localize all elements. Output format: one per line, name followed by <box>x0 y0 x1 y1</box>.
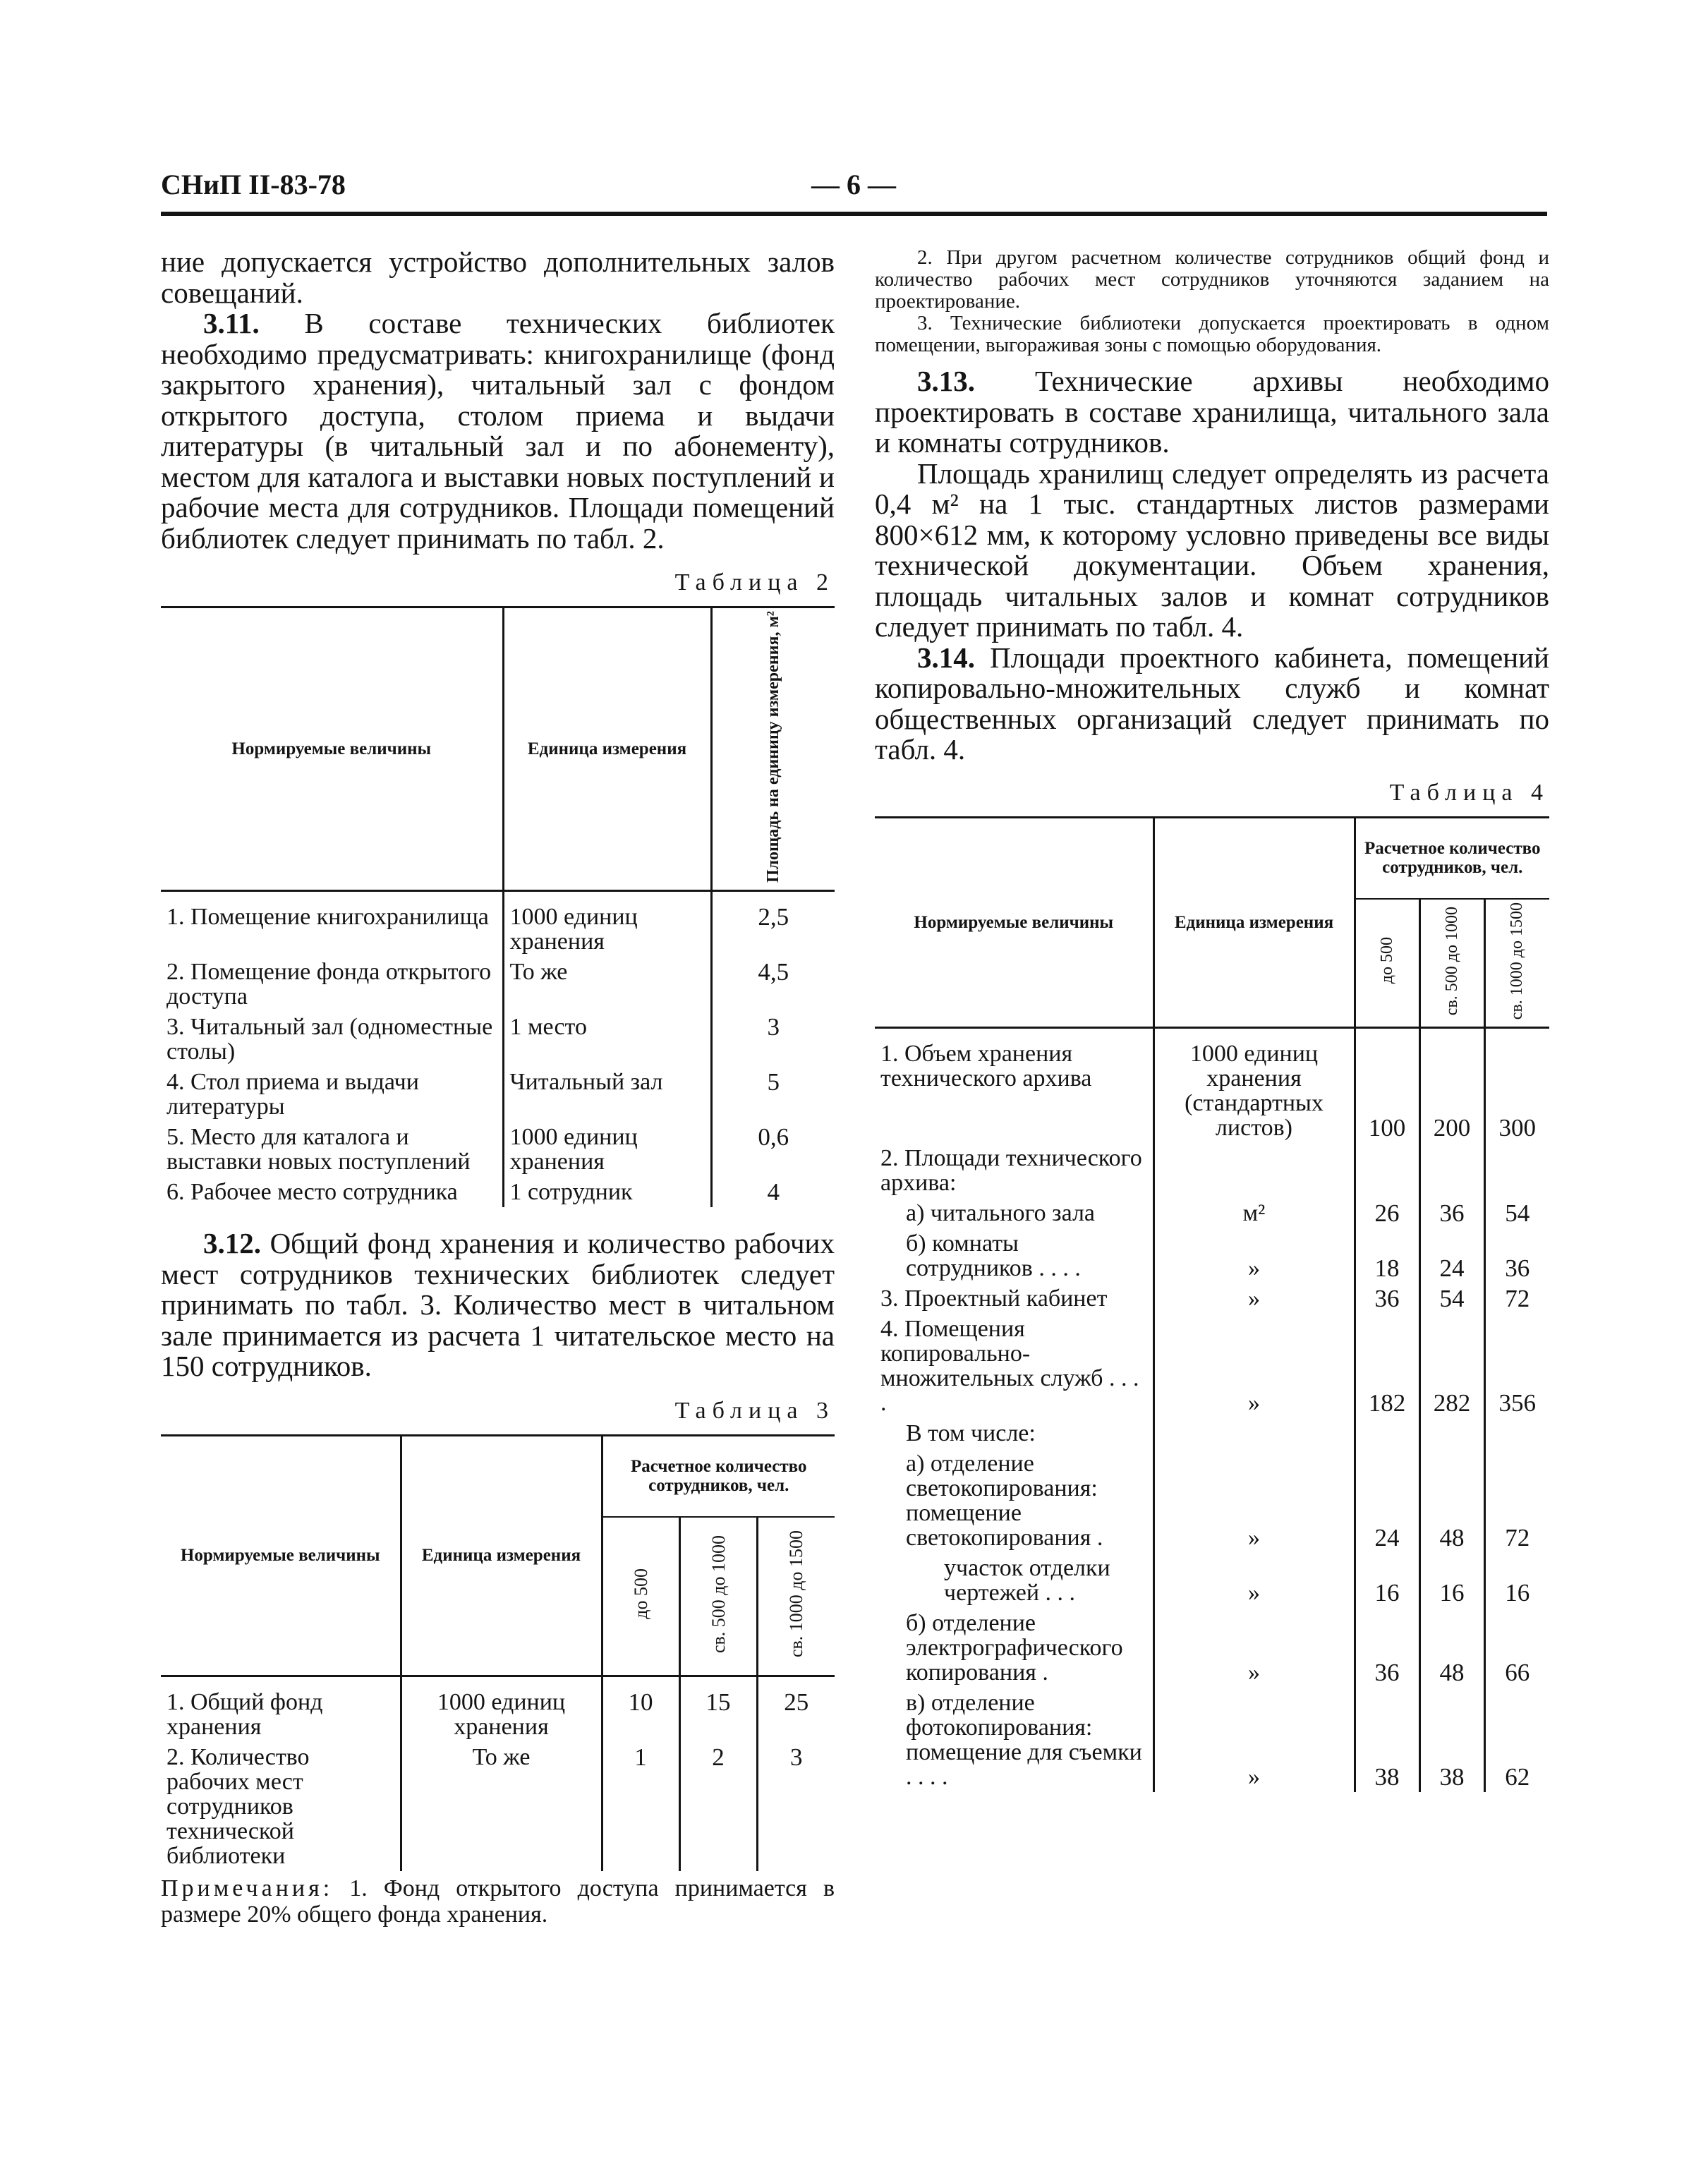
row-value: 3 <box>711 1012 835 1067</box>
row-value-v2: 24 <box>1419 1228 1484 1283</box>
row-name: 3. Проектный кабинет <box>880 1285 1108 1312</box>
row-value-v3: 62 <box>1484 1688 1549 1792</box>
table-row <box>875 1228 1549 1283</box>
row-value: 2,5 <box>711 891 835 957</box>
row-value-v2 <box>1419 1418 1484 1448</box>
table-3-head-name: Нормируемые величины <box>161 1435 401 1676</box>
row-value-v1: 38 <box>1355 1688 1419 1792</box>
table-row <box>161 1012 835 1067</box>
clause-number: 3.11. <box>203 307 260 339</box>
row-unit: » <box>1153 1608 1355 1688</box>
row-unit: » <box>1153 1553 1355 1608</box>
row-value: 4 <box>711 1177 835 1207</box>
table-row <box>161 1676 835 1742</box>
note-3: 3. Технические библиотеки допускается проектировать в одном помещении, выгораживая зоны с помощью оборудования. <box>875 312 1549 356</box>
row-name: в) отделение фотокопирования: помещение для съемки . . . . <box>906 1689 1142 1790</box>
table-3-head-sub1: до 500 <box>602 1517 679 1676</box>
table-3-caption: Таблица 3 <box>674 1397 835 1424</box>
row-name: а) читального зала <box>906 1199 1096 1226</box>
table-row <box>875 1027 1549 1143</box>
table-4-head-unit: Единица измерения <box>1153 817 1355 1027</box>
row-value-v3: 54 <box>1484 1198 1549 1228</box>
header-rule <box>161 212 1547 216</box>
note-2: 2. При другом расчетном количестве сотрудников общий фонд и количество рабочих мест сотрудников уточняются заданием на проектирование. <box>875 246 1549 313</box>
row-value-v1: 24 <box>1355 1448 1419 1553</box>
row-value-v2: 15 <box>679 1676 757 1742</box>
row-value-v2: 2 <box>679 1742 757 1871</box>
row-name: б) комнаты сотрудников . . . . <box>906 1230 1081 1281</box>
row-name: 2. Помещение фонда открытого доступа <box>166 959 492 1010</box>
row-unit: » <box>1153 1688 1355 1792</box>
table-4-caption: Таблица 4 <box>1389 779 1549 806</box>
row-value-v2: 38 <box>1419 1688 1484 1792</box>
row-unit: 1000 единиц хранения <box>503 1122 711 1177</box>
notes-paragraph <box>161 1875 835 1928</box>
row-value-v3 <box>1484 1418 1549 1448</box>
row-unit: » <box>1153 1283 1355 1314</box>
table-2-head-name: Нормируемые величины <box>161 607 503 891</box>
row-name: а) отделение светокопирования: помещение светокопирования . <box>906 1450 1103 1551</box>
table-4-head-sub3: св. 1000 до 1500 <box>1484 899 1549 1028</box>
table-row <box>875 1608 1549 1688</box>
table-3-head-sub2: св. 500 до 1000 <box>679 1517 757 1676</box>
paragraph-3-11 <box>161 308 835 554</box>
table-2-head-unit: Единица измерения <box>503 607 711 891</box>
table-row <box>875 1143 1549 1198</box>
row-value-v1: 1 <box>602 1742 679 1871</box>
table-4-head-sub1: до 500 <box>1355 899 1419 1028</box>
row-value-v3: 300 <box>1484 1027 1549 1143</box>
clause-text: В составе технических библиотек необходимо предусматривать: книгохранилище (фонд закрытого хранения), читальный зал с фондом открытого доступа, столом приема и выдачи литературы (в читальный зал и по абонементу), местом для каталога и выставки новых поступлений и рабочие места для сотрудников. Площади помещений библиотек следует принимать по табл. 2. <box>161 307 835 555</box>
clause-number: 3.12. <box>203 1227 261 1260</box>
row-value-v1: 18 <box>1355 1228 1419 1283</box>
row-value-v1: 16 <box>1355 1553 1419 1608</box>
row-value-v3: 72 <box>1484 1448 1549 1553</box>
row-unit: То же <box>401 1742 602 1871</box>
row-unit: Читальный зал <box>503 1067 711 1122</box>
row-value-v1 <box>1355 1418 1419 1448</box>
row-value-v3: 36 <box>1484 1228 1549 1283</box>
paragraph-continuation: ние допускается устройство дополнительных залов совещаний. <box>161 246 835 309</box>
row-unit: » <box>1153 1228 1355 1283</box>
row-value: 5 <box>711 1067 835 1122</box>
table-4-head-name: Нормируемые величины <box>875 817 1153 1027</box>
row-unit: 1000 единиц хранения <box>503 891 711 957</box>
clause-text: Площади проектного кабинета, помещений копировально-множительных служб и комнат общественных организаций следует принимать по табл. 4. <box>875 641 1549 766</box>
row-name: В том числе: <box>906 1420 1036 1446</box>
row-name: 1. Общий фонд хранения <box>166 1688 323 1740</box>
row-name: 4. Стол приема и выдачи литературы <box>166 1069 419 1120</box>
table-3 <box>161 1434 835 1871</box>
clause-text: Технические архивы необходимо проектировать в составе хранилища, читального зала и комнаты сотрудников. <box>875 365 1549 459</box>
row-value-v2: 200 <box>1419 1027 1484 1143</box>
row-value-v3: 16 <box>1484 1553 1549 1608</box>
row-value-v1: 26 <box>1355 1198 1419 1228</box>
row-unit: 1 место <box>503 1012 711 1067</box>
row-value-v2: 48 <box>1419 1608 1484 1688</box>
row-value-v3: 72 <box>1484 1283 1549 1314</box>
clause-number: 3.14. <box>917 641 975 674</box>
row-value-v2 <box>1419 1143 1484 1198</box>
table-row <box>161 891 835 957</box>
table-row <box>875 1314 1549 1418</box>
row-unit: 1 сотрудник <box>503 1177 711 1207</box>
row-value-v1: 36 <box>1355 1283 1419 1314</box>
row-name: 1. Помещение книгохранилища <box>166 904 489 931</box>
row-name: 3. Читальный зал (одноместные столы) <box>166 1014 493 1065</box>
notes-label: Примечания: <box>161 1875 334 1901</box>
row-name: 5. Место для каталога и выставки новых поступлений <box>166 1124 471 1175</box>
row-unit: » <box>1153 1314 1355 1418</box>
document-code: СНиП II-83-78 <box>161 169 346 200</box>
row-value-v1: 10 <box>602 1676 679 1742</box>
table-row <box>875 1198 1549 1228</box>
row-unit: м² <box>1153 1198 1355 1228</box>
row-value: 0,6 <box>711 1122 835 1177</box>
table-row <box>161 1122 835 1177</box>
row-name: 4. Помещения копировально-множительных служб . . . . <box>880 1315 1139 1416</box>
table-row <box>875 1688 1549 1792</box>
row-value-v3: 356 <box>1484 1314 1549 1418</box>
table-3-head-group: Расчетное количество сотрудников, чел. <box>602 1435 835 1517</box>
paragraph-3-13 <box>875 366 1549 459</box>
table-row <box>161 1177 835 1207</box>
row-name: 6. Рабочее место сотрудника <box>166 1179 458 1206</box>
row-name: участок отделки чертежей . . . <box>944 1554 1110 1606</box>
table-row <box>875 1448 1549 1553</box>
row-name: 1. Объем хранения технического архива <box>880 1040 1092 1091</box>
note-1: 1. Фонд открытого доступа принимается в размере 20% общего фонда хранения. <box>161 1875 835 1928</box>
table-2 <box>161 606 835 1207</box>
table-4-head-group: Расчетное количество сотрудников, чел. <box>1355 817 1549 899</box>
row-name: 2. Площади технического архива: <box>880 1144 1142 1196</box>
row-unit: » <box>1153 1448 1355 1553</box>
paragraph-3-14 <box>875 643 1549 766</box>
row-value-v2: 16 <box>1419 1553 1484 1608</box>
table-3-head-unit: Единица измерения <box>401 1435 602 1676</box>
row-value-v2: 36 <box>1419 1198 1484 1228</box>
row-value-v1 <box>1355 1143 1419 1198</box>
row-value-v2: 54 <box>1419 1283 1484 1314</box>
row-unit: 1000 единиц хранения <box>401 1676 602 1742</box>
clause-number: 3.13. <box>917 365 975 397</box>
row-value-v3 <box>1484 1143 1549 1198</box>
page-number: — 6 — <box>811 169 896 200</box>
row-name: б) отделение электрографического копирования . <box>906 1609 1123 1686</box>
table-row <box>161 1742 835 1871</box>
row-value-v2: 48 <box>1419 1448 1484 1553</box>
right-column <box>875 247 1549 1792</box>
row-value-v3: 3 <box>757 1742 835 1871</box>
row-value-v2: 282 <box>1419 1314 1484 1418</box>
table-2-caption: Таблица 2 <box>674 569 835 595</box>
table-row <box>161 1067 835 1122</box>
row-value: 4,5 <box>711 957 835 1012</box>
row-unit: То же <box>503 957 711 1012</box>
row-value-v1: 182 <box>1355 1314 1419 1418</box>
table-2-head-area: Площадь на единицу измерения, м² <box>711 607 835 891</box>
table-4 <box>875 816 1549 1792</box>
paragraph-storage-area: Площадь хранилищ следует определять из расчета 0,4 м² на 1 тыс. стандартных листов размерами 800×612 мм, к которому условно приведены все виды технической документации. Объем хранения, площадь читальных залов и комнат сотрудников следует принимать по табл. 4. <box>875 456 1549 643</box>
row-value-v3: 25 <box>757 1676 835 1742</box>
row-value-v3: 66 <box>1484 1608 1549 1688</box>
clause-text: Общий фонд хранения и количество рабочих мест сотрудников технических библиотек следует принимать по табл. 3. Количество мест в читальном зале принимается из расчета 1 читательское место на 150 сотрудников. <box>161 1227 835 1383</box>
row-unit: 1000 единиц хранения (стандартных листов) <box>1153 1027 1355 1143</box>
row-value-v1: 36 <box>1355 1608 1419 1688</box>
table-row <box>875 1418 1549 1448</box>
table-row <box>161 957 835 1012</box>
table-row <box>875 1283 1549 1314</box>
table-row <box>875 1553 1549 1608</box>
left-column <box>161 247 835 1928</box>
row-value-v1: 100 <box>1355 1027 1419 1143</box>
row-unit <box>1153 1143 1355 1198</box>
row-name: 2. Количество рабочих мест сотрудников технической библиотеки <box>166 1743 310 1869</box>
table-4-head-sub2: св. 500 до 1000 <box>1419 899 1484 1028</box>
row-unit <box>1153 1418 1355 1448</box>
paragraph-3-12 <box>161 1228 835 1382</box>
table-3-head-sub3: св. 1000 до 1500 <box>757 1517 835 1676</box>
